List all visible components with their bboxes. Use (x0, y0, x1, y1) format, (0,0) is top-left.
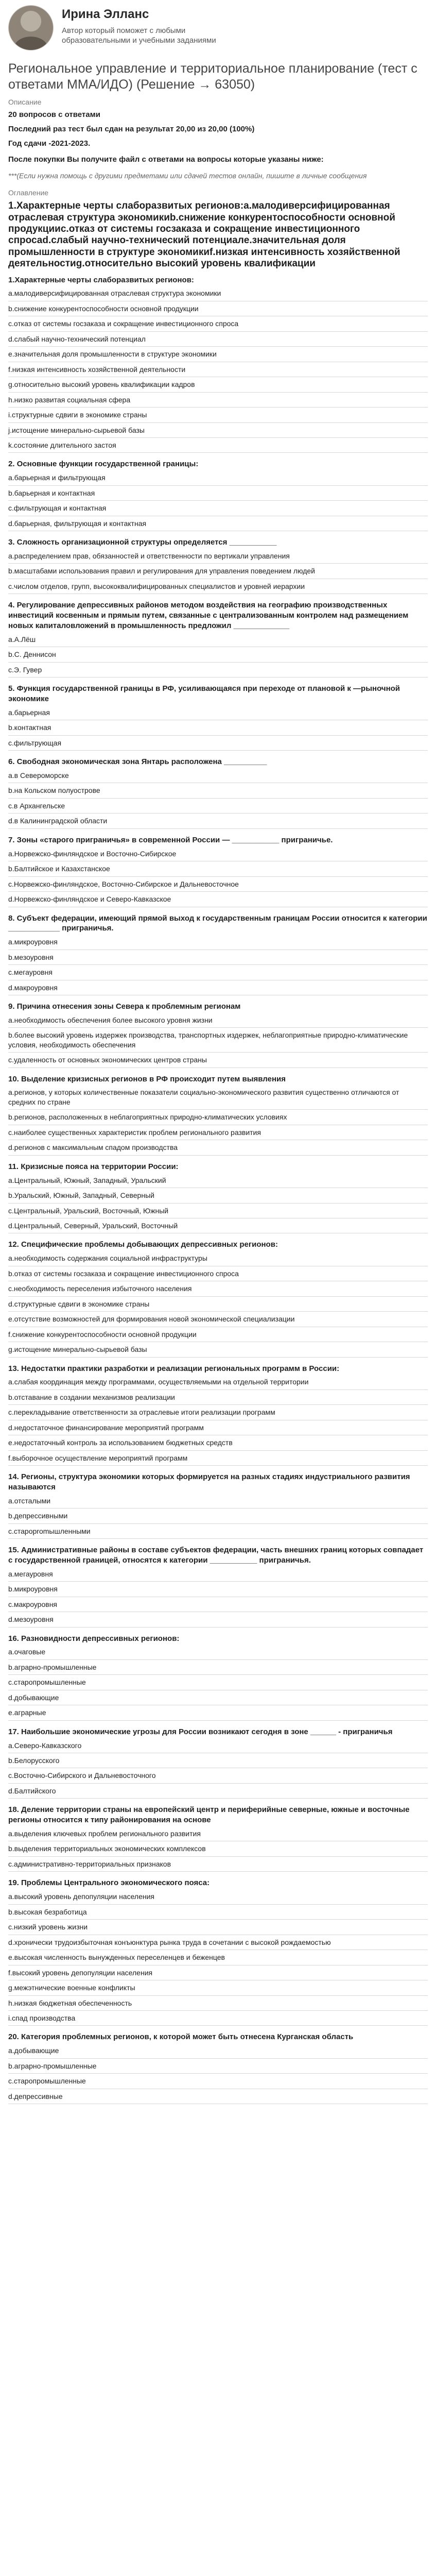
answer-option: i.спад производства (8, 2011, 428, 2026)
answer-option: b.отказ от системы госзаказа и сокращение инвестиционного спроса (8, 1266, 428, 1281)
answer-option: a.распределением прав, обязанностей и ответственности по вертикали управления (8, 549, 428, 564)
answer-option: b.мезоуровня (8, 950, 428, 965)
question-text: 8. Субъект федерации, имеющий прямой выход к государственным границам России относится к категории ____________ приграничья. (8, 913, 427, 933)
question-text: 1.Характерные черты слаборазвитых регионов: (8, 275, 194, 284)
answer-option: c.староpromышленными (8, 1524, 428, 1539)
answer-option: c.административно-территориальных признаков (8, 1857, 428, 1872)
answer-option: b.снижение конкурентоспособности основной продукции (8, 301, 428, 316)
meta-info (8, 110, 428, 148)
question-block (8, 1727, 428, 1799)
question-block (8, 600, 428, 677)
answer-option: b.Балтийское и Казахстанское (8, 861, 428, 876)
answer-option: b.отставание в создании механизмов реализации (8, 1390, 428, 1405)
answer-option: d.добывающие (8, 1690, 428, 1705)
answer-option: c.в Архангельске (8, 799, 428, 814)
author-info (62, 5, 247, 46)
answer-option: c.перекладывание ответственности за отраслевые итоги реализации программ (8, 1405, 428, 1420)
answer-option: c.мегауровня (8, 965, 428, 980)
answer-option: c.удаленность от основных экономических центров страны (8, 1053, 428, 1067)
question-text: 10. Выделение кризисных регионов в РФ происходит путем выявления (8, 1074, 286, 1083)
answer-option: d.мезоуровня (8, 1612, 428, 1627)
answer-option: d.слабый научно-технический потенциал (8, 332, 428, 347)
question-block (8, 1074, 428, 1156)
answer-option: a.Центральный, Южный, Западный, Уральский (8, 1173, 428, 1188)
answer-option: d.регионов с максимальным спадом производства (8, 1140, 428, 1155)
question-text: 15. Административные районы в составе субъектов федерации, часть внешних границ которых совпадает с государственной границей, относятся к категории ___________ приграничья. (8, 1546, 424, 1565)
question-text: 11. Кризисные пояса на территории России: (8, 1162, 179, 1171)
question-block (8, 757, 428, 829)
answer-option: a.слабая координация между программами, осуществляемыми на отдельной территории (8, 1375, 428, 1389)
purchase-notice: После покупки Вы получите файл с ответами на вопросы которые указаны ниже: (8, 155, 324, 164)
answer-option: b.Уральский, Южный, Западный, Северный (8, 1188, 428, 1203)
toc-label: Оглавление (8, 188, 49, 197)
answer-option: a.малодиверсифицированная отраслевая структура экономики (8, 286, 428, 301)
answer-option: c.числом отделов, групп, высококвалифицированных специалистов и уровней иерархии (8, 579, 428, 594)
answer-option: b.Белорусского (8, 1753, 428, 1768)
answer-option: c.Восточно-Сибирского и Дальневосточного (8, 1768, 428, 1783)
questions-list (8, 275, 428, 2105)
answer-option: e.аграрные (8, 1705, 428, 1720)
question-text: 20. Категория проблемных регионов, к которой может быть отнесена Курганская область (8, 2032, 354, 2042)
answer-option: g.межэтнические военные конфликты (8, 1980, 428, 1995)
answer-option: f.низкая интенсивность хозяйственной деятельности (8, 362, 428, 377)
answer-option: b.аграрно-промышленные (8, 2059, 428, 2074)
answer-option: c.наиболее существенных характеристик проблем регионального развития (8, 1125, 428, 1140)
answer-option: b.регионов, расположенных в неблагоприятных природно-климатических условиях (8, 1110, 428, 1125)
answer-option: g.истощение минерально-сырьевой базы (8, 1342, 428, 1357)
question-text: 4. Регулирование депрессивных районов методом воздействия на географию производственных инвестиций косвенным и прямым путем, связанные с централизованным контролем над размещением новых капиталовложений в промышленность предложил _____________ (8, 601, 409, 630)
answer-option: h.низко развитая социальная сфера (8, 393, 428, 408)
answer-option: b.депрессивными (8, 1509, 428, 1523)
answer-option: d.Балтийского (8, 1784, 428, 1799)
page-title: Региональное управление и территориальное планирование (тест с ответами ММА/ИДО) (Решение → 63050) (8, 61, 417, 92)
answer-option: c.Центральный, Уральский, Восточный, Южный (8, 1204, 428, 1218)
answer-option: b.микроуровня (8, 1582, 428, 1597)
answer-option: a.высокий уровень депопуляции населения (8, 1889, 428, 1904)
question-block (8, 1472, 428, 1539)
question-block (8, 2032, 428, 2104)
question-block (8, 459, 428, 531)
question-text: 17. Наибольшие экономические угрозы для России возникают сегодня в зоне ______ - приграничья (8, 1727, 393, 1736)
question-text: 13. Недостатки практики разработки и реализации региональных программ в России: (8, 1364, 340, 1373)
question-block (8, 835, 428, 907)
answer-option: d.депрессивные (8, 2089, 428, 2104)
answer-option: b.выделения территориальных экономических комплексов (8, 1841, 428, 1856)
meta-last-result: Последний раз тест был сдан на результат 20,00 из 20,00 (100%) (8, 124, 255, 133)
help-note: ***(Если нужна помощь с другими предметами или сдачей тестов онлайн, пишите в личные сообщения (8, 172, 367, 180)
answer-option: d.Норвежско-финляндское и Северо-Кавказское (8, 892, 428, 907)
avatar[interactable] (8, 5, 54, 50)
question-text: 19. Проблемы Центрального экономического пояса: (8, 1878, 210, 1888)
author-block (8, 5, 428, 50)
answer-option: b.масштабами использования правил и регулирования для управления поведением людей (8, 564, 428, 579)
question-text: 12. Специфические проблемы добывающих депрессивных регионов: (8, 1240, 278, 1249)
question-text: 14. Регионы, структура экономики которых формируется на разных стадиях индустриального развития называются (8, 1472, 410, 1492)
answer-option: c.Норвежско-финляндское, Восточно-Сибирское и Дальневосточное (8, 877, 428, 892)
question-block (8, 1878, 428, 2026)
answer-option: a.мегауровня (8, 1567, 428, 1582)
question-block (8, 913, 428, 995)
answer-option: b.более высокий уровень издержек производства, транспортных издержек, неблагоприятные природно-климатические условия, необходимость обеспечения (8, 1028, 428, 1053)
answer-option: a.необходимость содержания социальной инфраструктуры (8, 1251, 428, 1266)
question-text: 6. Свободная экономическая зона Янтарь расположена __________ (8, 757, 267, 767)
answer-option: f.высокий уровень депопуляции населения (8, 1965, 428, 1980)
answer-option: a.добывающие (8, 2043, 428, 2058)
question-text: 16. Разновидности депрессивных регионов: (8, 1634, 180, 1643)
answer-option: b.контактная (8, 720, 428, 735)
question-block (8, 1545, 428, 1627)
answer-option: e.значительная доля промышленности в структуре экономики (8, 347, 428, 362)
answer-option: h.низкая бюджетная обеспеченность (8, 1996, 428, 2011)
answer-option: i.структурные сдвиги в экономике страны (8, 408, 428, 422)
answer-option: d.структурные сдвиги в экономике страны (8, 1297, 428, 1312)
question-block (8, 1162, 428, 1234)
answer-option: a.Норвежско-финляндское и Восточно-Сибирское (8, 846, 428, 861)
answer-option: b.высокая безработица (8, 1905, 428, 1920)
question-text: 2. Основные функции государственной границы: (8, 460, 199, 469)
answer-option: k.состояние длительного застоя (8, 438, 428, 453)
answer-option: c.старопромышленные (8, 2074, 428, 2089)
question-block (8, 1002, 428, 1068)
question-block (8, 1805, 428, 1872)
answer-option: a.А.Лёш (8, 632, 428, 647)
answer-option: a.отсталыми (8, 1494, 428, 1509)
meta-year: Год сдачи -2021-2023. (8, 139, 91, 148)
answer-option: d.барьерная, фильтрующая и контактная (8, 516, 428, 531)
answer-option: b.аграрно-промышленные (8, 1660, 428, 1675)
question-block (8, 537, 428, 594)
meta-questions-count: 20 вопросов с ответами (8, 110, 100, 119)
question-text: 7. Зоны «старого приграничья» в современной России — ___________ приграничье. (8, 835, 333, 844)
answer-option: c.отказ от системы госзаказа и сокращение инвестиционного спроса (8, 316, 428, 331)
answer-option: e.отсутствие возможностей для формирования новой экономической специализации (8, 1312, 428, 1327)
question-text: 18. Деление территории страны на европейский центр и периферийные северные, южные и восточные регионы относится к типу районирования на основе (8, 1805, 410, 1825)
answer-option: f.снижение конкурентоспособности основной продукции (8, 1327, 428, 1342)
answer-option: a.очаговые (8, 1645, 428, 1659)
description-label: Описание (8, 97, 42, 106)
answer-option: b.барьерная и контактная (8, 486, 428, 501)
answer-option: e.высокая численность вынужденных переселенцев и беженцев (8, 1950, 428, 1965)
answer-option: d.недостаточное финансирование мероприятий программ (8, 1420, 428, 1435)
question-text: 3. Сложность организационной структуры определяется ___________ (8, 538, 277, 547)
author-name[interactable]: Ирина Элланс (62, 7, 149, 21)
answer-option: c.Э. Гувер (8, 663, 428, 677)
answer-option: c.фильтрующая (8, 736, 428, 751)
question-text: 5. Функция государственной границы в РФ, усиливающаяся при переходе от плановой к —рыночной экономике (8, 684, 400, 703)
question-block (8, 684, 428, 751)
answer-option: a.микроуровня (8, 935, 428, 950)
answer-option: a.барьерная и фильтрующая (8, 470, 428, 485)
answer-option: a.Северо-Кавказского (8, 1738, 428, 1753)
answer-option: e.недостаточный контроль за использованием бюджетных средств (8, 1435, 428, 1450)
answer-option: c.необходимость переселения избыточного населения (8, 1281, 428, 1296)
answer-option: d.в Калининградской области (8, 814, 428, 828)
answer-option: d.макроуровня (8, 980, 428, 995)
answer-option: g.относительно высокий уровень квалификации кадров (8, 377, 428, 392)
answer-option: b.на Кольском полуострове (8, 783, 428, 798)
answer-option: d.хронически трудоизбыточная конъюнктура рынка труда в сочетании с высокой рождаемостью (8, 1935, 428, 1950)
question-text: 9. Причина отнесения зоны Севера к проблемным регионам (8, 1002, 241, 1011)
answer-option: c.низкий уровень жизни (8, 1920, 428, 1935)
toc-item[interactable]: 1.Характерные черты слаборазвитых регионов:a.малодиверсифицированная отраслевая структура экономикиb.снижение конкурентоспособности основной продукцииc.отказ от системы госзаказа и сокращение инвестиционного спросаd.слабый научно-технический потенциалe.значительная доля промышленности в структуре экономикиf.низкая интенсивность хозяйственной деятельностиg.относительно высокий уровень квалификации (8, 200, 400, 269)
question-block (8, 1634, 428, 1721)
answer-option: a.необходимость обеспечения более высокого уровня жизни (8, 1013, 428, 1028)
answer-option: a.выделения ключевых проблем регионального развития (8, 1826, 428, 1841)
answer-option: j.истощение минерально-сырьевой базы (8, 423, 428, 438)
answer-option: d.Центральный, Северный, Уральский, Восточный (8, 1218, 428, 1233)
answer-option: c.старопромышленные (8, 1675, 428, 1690)
answer-option: f.выборочное осуществление мероприятий программ (8, 1451, 428, 1466)
answer-option: c.макроуровня (8, 1597, 428, 1612)
question-block (8, 275, 428, 453)
question-block (8, 1240, 428, 1357)
answer-option: c.фильтрующая и контактная (8, 501, 428, 516)
answer-option: a.в Североморске (8, 768, 428, 783)
answer-option: a.регионов, у которых количественные показатели социально-экономического развития существенно отличаются от средних по стране (8, 1085, 428, 1110)
author-bio: Автор который поможет с любыми образовательными и учебными заданиями (62, 26, 216, 45)
question-block (8, 1364, 428, 1466)
answer-option: a.барьерная (8, 705, 428, 720)
answer-option: b.С. Деннисон (8, 647, 428, 662)
